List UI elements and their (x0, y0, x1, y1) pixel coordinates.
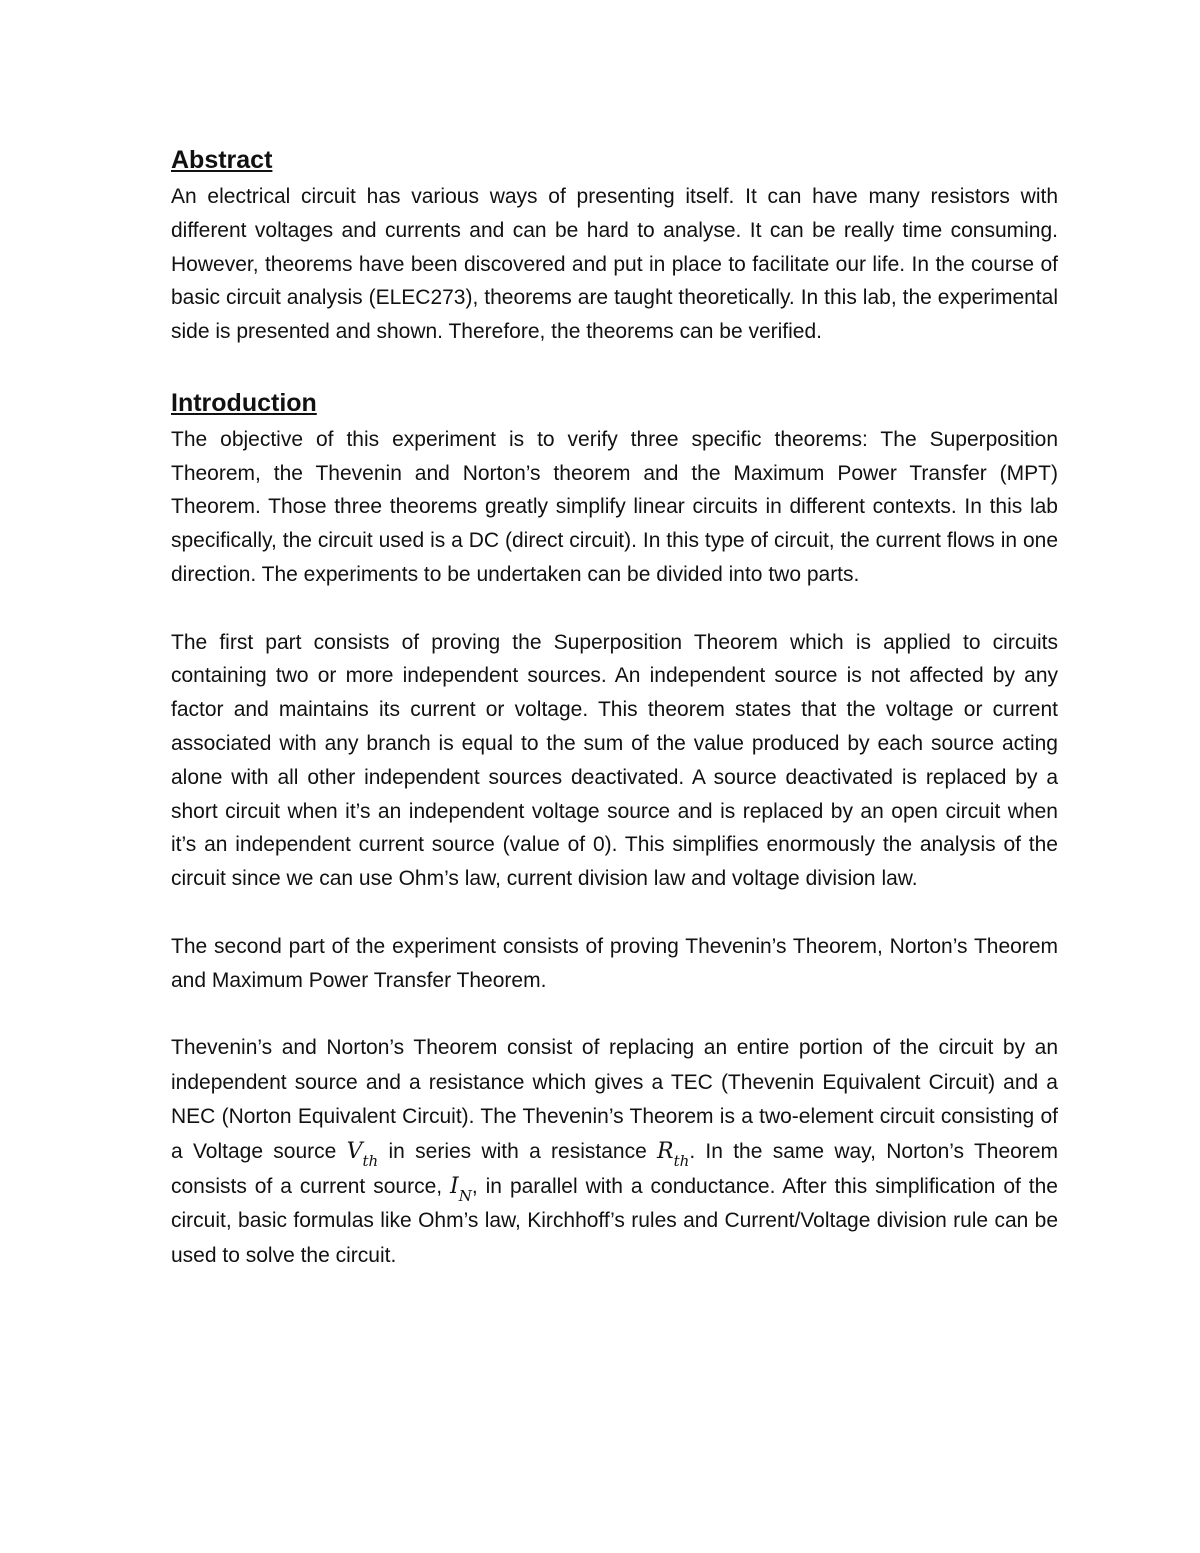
paragraph-4-text-a: Thevenin’s and Norton’s Theorem consist of replacing an entire portion of the circuit by an independent source and a resistance which gives a TEC (Thevenin Equivalent Circuit) and a NEC (Norton Equivalent Circuit). The Thevenin’s Theorem is a two-element circuit consisting of a Voltage source (171, 1036, 1058, 1163)
introduction-paragraph-1: The objective of this experiment is to verify three specific theorems: The Superposition Theorem, the Thevenin and Norton’s theorem and the Maximum Power Transfer (MPT) Theorem. Those three theorems greatly simplify linear circuits in different contexts. In this lab specifically, the circuit used is a DC (direct circuit). In this type of circuit, the current flows in one direction. The experiments to be undertaken can be divided into two parts. (171, 427, 1058, 586)
introduction-heading: Introduction (171, 388, 317, 417)
introduction-paragraph-4 (171, 1031, 1058, 1273)
paragraph-4-text-b: in series with a resistance (378, 1139, 658, 1163)
introduction-paragraph-2: The first part consists of proving the Superposition Theorem which is applied to circuits containing two or more independent sources. An independent source is not affected by any factor and maintains its current or voltage. This theorem states that the voltage or current associated with any branch is equal to the sum of the value produced by each source acting alone with all other independent sources deactivated. A source deactivated is replaced by a short circuit when it’s an independent voltage source and is replaced by an open circuit when it’s an independent current source (value of 0). This simplifies enormously the analysis of the circuit since we can use Ohm’s law, current division law and voltage division law. (171, 630, 1058, 891)
abstract-paragraph: An electrical circuit has various ways of presenting itself. It can have many resistors with different voltages and currents and can be hard to analyse. It can be really time consuming. However, theorems have been discovered and put in place to facilitate our life. In the course of basic circuit analysis (ELEC273), theorems are taught theoretically. In this lab, the experimental side is presented and shown. Therefore, the theorems can be verified. (171, 185, 1058, 344)
paragraph-4-text-c: . In the same way, Norton’s Theorem consists of a current source, (171, 1139, 1058, 1198)
paragraph-4-text-d: , in parallel with a conductance. After this simplification of the circuit, basic formulas like Ohm’s law, Kirchhoff’s rules and Current/Voltage division rule can be used to solve the circuit. (171, 1174, 1058, 1267)
document-body (171, 140, 1058, 1273)
rth-symbol: $R_{th}$ (657, 1138, 690, 1170)
vth-symbol: $V_{th}$ (346, 1138, 379, 1170)
introduction-paragraph-3: The second part of the experiment consists of proving Thevenin’s Theorem, Norton’s Theorem and Maximum Power Transfer Theorem. (171, 934, 1058, 992)
in-symbol: $I_N$ (450, 1173, 472, 1205)
abstract-heading: Abstract (171, 146, 273, 174)
